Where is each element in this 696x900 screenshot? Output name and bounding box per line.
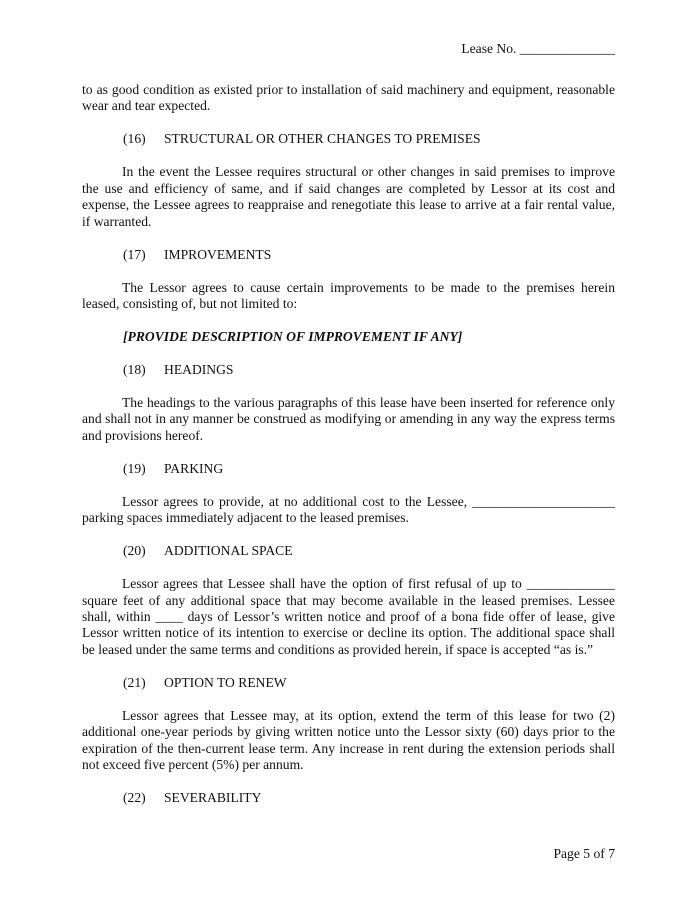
improvement-placeholder: [PROVIDE DESCRIPTION OF IMPROVEMENT IF ANY] <box>123 329 463 345</box>
section-title: SEVERABILITY <box>164 790 262 806</box>
continuation-paragraph: to as good condition as existed prior to installation of said machinery and equipment, reasonable wear and tear expected. <box>82 82 615 114</box>
section-20-body: Lessor agrees that Lessee shall have the option of first refusal of up to _____________ square feet of any additional space that may become available in the leased premises. Lessee shall, within ____ days of Lessor’s written notice and proof of a bona fide offer of lease, give Lessor written notice of its intention to exercise or decline its option. The additional space shall be leased under the same terms and conditions as provided herein, if space is accepted “as is.” <box>82 576 615 657</box>
section-title: STRUCTURAL OR OTHER CHANGES TO PREMISES <box>164 131 481 147</box>
section-21-heading <box>82 675 615 691</box>
section-18-body: The headings to the various paragraphs of this lease have been inserted for reference only and shall not in any manner be construed as modifying or amending in any way the express terms and provisions hereof. <box>82 395 615 443</box>
section-19-body: Lessor agrees to provide, at no additional cost to the Lessee, _____________________ parking spaces immediately adjacent to the leased premises. <box>82 493 615 526</box>
section-19-heading <box>82 461 615 477</box>
page-number: Page 5 of 7 <box>553 846 615 861</box>
section-16-heading <box>82 131 615 147</box>
section-16-body: In the event the Lessee requires structural or other changes in said premises to improve the use and efficiency of same, and if said changes are completed by Lessor at its cost and expense, the Lessee agrees to reappraise and renegotiate this lease to arrive at a fair rental value, if warranted. <box>82 164 615 229</box>
section-17-heading <box>82 247 615 263</box>
document-body <box>82 82 615 807</box>
section-number: (22) <box>123 790 146 806</box>
section-title: PARKING <box>164 460 224 476</box>
section-number: (17) <box>123 246 146 262</box>
section-21-body: Lessor agrees that Lessee may, at its option, extend the term of this lease for two (2) additional one-year periods by giving written notice unto the Lessor sixty (60) days prior to the expiration of the then-current lease term. Any increase in rent during the extension periods shall not exceed five percent (5%) per annum. <box>82 707 615 773</box>
section-number: (18) <box>123 362 146 378</box>
section-number: (20) <box>123 543 146 559</box>
lease-number-header: Lease No. ______________ <box>461 41 615 56</box>
section-number: (21) <box>123 674 146 690</box>
section-title: HEADINGS <box>164 362 234 378</box>
section-title: IMPROVEMENTS <box>164 246 272 262</box>
section-title: ADDITIONAL SPACE <box>164 543 293 559</box>
section-17-body: The Lessor agrees to cause certain improvements to be made to the premises herein leased, consisting of, but not limited to: <box>82 279 615 312</box>
section-20-heading <box>82 543 615 559</box>
section-18-heading <box>82 362 615 378</box>
section-22-heading <box>82 790 615 806</box>
section-number: (16) <box>123 131 146 147</box>
section-number: (19) <box>123 460 146 476</box>
section-title: OPTION TO RENEW <box>164 674 287 690</box>
